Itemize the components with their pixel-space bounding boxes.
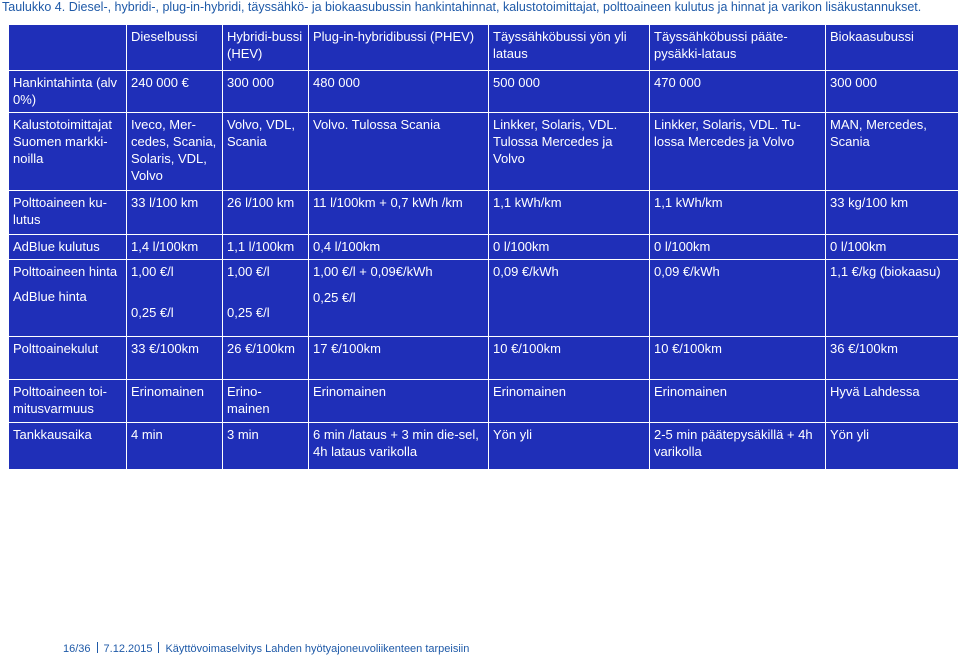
page-number: 16/36: [63, 643, 91, 655]
footer-date: 7.12.2015: [103, 643, 153, 655]
table-cell: 300 000: [826, 71, 959, 113]
table-cell: 300 000: [223, 71, 309, 113]
table-cell: Erinomainen: [489, 380, 650, 423]
table-cell: 11 l/100km + 0,7 kWh /km: [309, 191, 489, 235]
table-row: [9, 235, 959, 260]
table-cell: 1,1 kWh/km: [650, 191, 826, 235]
table-cell: 480 000: [309, 71, 489, 113]
table-cell: Erinomainen: [650, 380, 826, 423]
table-cell: Erinomainen: [127, 380, 223, 423]
adblue-price-value: 0,25 €/l: [131, 305, 174, 320]
table-row: [9, 337, 959, 380]
table-cell: 0 l/100km: [650, 235, 826, 260]
table-cell: [223, 260, 309, 337]
table-cell: 17 €/100km: [309, 337, 489, 380]
table-cell: 240 000 €: [127, 71, 223, 113]
header-row: [9, 25, 959, 71]
fuel-price-label: Polttoaineen hinta: [13, 264, 118, 279]
header-diesel: Dieselbussi: [127, 25, 223, 71]
table-cell: 33 €/100km: [127, 337, 223, 380]
table-cell: 33 kg/100 km: [826, 191, 959, 235]
table-cell: 0,09 €/kWh: [489, 260, 650, 337]
fuel-price-value: 1,00 €/l: [131, 264, 174, 279]
table-row: [9, 380, 959, 423]
row-label: [9, 260, 127, 337]
table-cell: 4 min: [127, 423, 223, 470]
table-cell: 36 €/100km: [826, 337, 959, 380]
header-electric-terminal: Täyssähköbussi pääte-pysäkki-lataus: [650, 25, 826, 71]
header-hybrid: Hybridi-bussi (HEV): [223, 25, 309, 71]
row-label: Polttoaineen ku-lutus: [9, 191, 127, 235]
row-label: Tankkausaika: [9, 423, 127, 470]
table-row: [9, 260, 959, 337]
table-cell: 33 l/100 km: [127, 191, 223, 235]
table-cell: 26 l/100 km: [223, 191, 309, 235]
table-cell: Iveco, Mer-cedes, Scania, Solaris, VDL, Volvo: [127, 113, 223, 191]
table-cell: 1,1 l/100km: [223, 235, 309, 260]
table-cell: 1,4 l/100km: [127, 235, 223, 260]
adblue-price-label: AdBlue hinta: [13, 289, 87, 304]
table-cell: 0,09 €/kWh: [650, 260, 826, 337]
table-cell: 470 000: [650, 71, 826, 113]
footer-divider: [97, 642, 98, 653]
table-cell: Erinomainen: [309, 380, 489, 423]
table-row: [9, 191, 959, 235]
fuel-price-value: 1,00 €/l: [227, 264, 270, 279]
table-caption: Taulukko 4. Diesel-, hybridi-, plug-in-hybridi, täyssähkö- ja biokaasubussin hankintahinnat, kalustotoimittajat, polttoaineen kulutus ja hinnat ja varikon lisäkustannukset.: [2, 0, 922, 14]
footer-title: Käyttövoimaselvitys Lahden hyötyajoneuvoliikenteen tarpeisiin: [165, 643, 470, 655]
table-cell: Yön yli: [826, 423, 959, 470]
table-cell: Hyvä Lahdessa: [826, 380, 959, 423]
header-biogas: Biokaasubussi: [826, 25, 959, 71]
table-cell: Erino-mainen: [223, 380, 309, 423]
header-electric-overnight: Täyssähköbussi yön yli lataus: [489, 25, 650, 71]
table-cell: 0 l/100km: [826, 235, 959, 260]
page-footer: [63, 642, 469, 656]
table-row: [9, 71, 959, 113]
header-corner: [9, 25, 127, 71]
table-cell: 10 €/100km: [650, 337, 826, 380]
table-cell: 10 €/100km: [489, 337, 650, 380]
table-cell: 3 min: [223, 423, 309, 470]
fuel-price-value: 1,00 €/l + 0,09€/kWh: [313, 264, 433, 279]
table-cell: Volvo, VDL, Scania: [223, 113, 309, 191]
table-cell: [127, 260, 223, 337]
table-cell: [309, 260, 489, 337]
table-cell: Yön yli: [489, 423, 650, 470]
row-label: Hankintahinta (alv 0%): [9, 71, 127, 113]
header-plugin-hybrid: Plug-in-hybridibussi (PHEV): [309, 25, 489, 71]
table-cell: MAN, Mercedes, Scania: [826, 113, 959, 191]
table-cell: 0,4 l/100km: [309, 235, 489, 260]
table-cell: 26 €/100km: [223, 337, 309, 380]
footer-divider: [158, 642, 159, 653]
row-label: Kalustotoimittajat Suomen markki-noilla: [9, 113, 127, 191]
adblue-price-value: 0,25 €/l: [313, 290, 356, 305]
table-cell: 1,1 €/kg (biokaasu): [826, 260, 959, 337]
table-cell: 6 min /lataus + 3 min die-sel, 4h lataus varikolla: [309, 423, 489, 470]
table-row: [9, 423, 959, 470]
table-cell: Volvo. Tulossa Scania: [309, 113, 489, 191]
row-label: Polttoainekulut: [9, 337, 127, 380]
table-cell: 500 000: [489, 71, 650, 113]
table-cell: Linkker, Solaris, VDL. Tulossa Mercedes ja Volvo: [489, 113, 650, 191]
table-row: [9, 113, 959, 191]
adblue-price-value: 0,25 €/l: [227, 305, 270, 320]
table-cell: 1,1 kWh/km: [489, 191, 650, 235]
row-label: AdBlue kulutus: [9, 235, 127, 260]
table-cell: 0 l/100km: [489, 235, 650, 260]
table-cell: Linkker, Solaris, VDL. Tu-lossa Mercedes ja Volvo: [650, 113, 826, 191]
table-cell: 2-5 min päätepysäkillä + 4h varikolla: [650, 423, 826, 470]
comparison-table: [8, 24, 959, 470]
row-label: Polttoaineen toi-mitusvarmuus: [9, 380, 127, 423]
